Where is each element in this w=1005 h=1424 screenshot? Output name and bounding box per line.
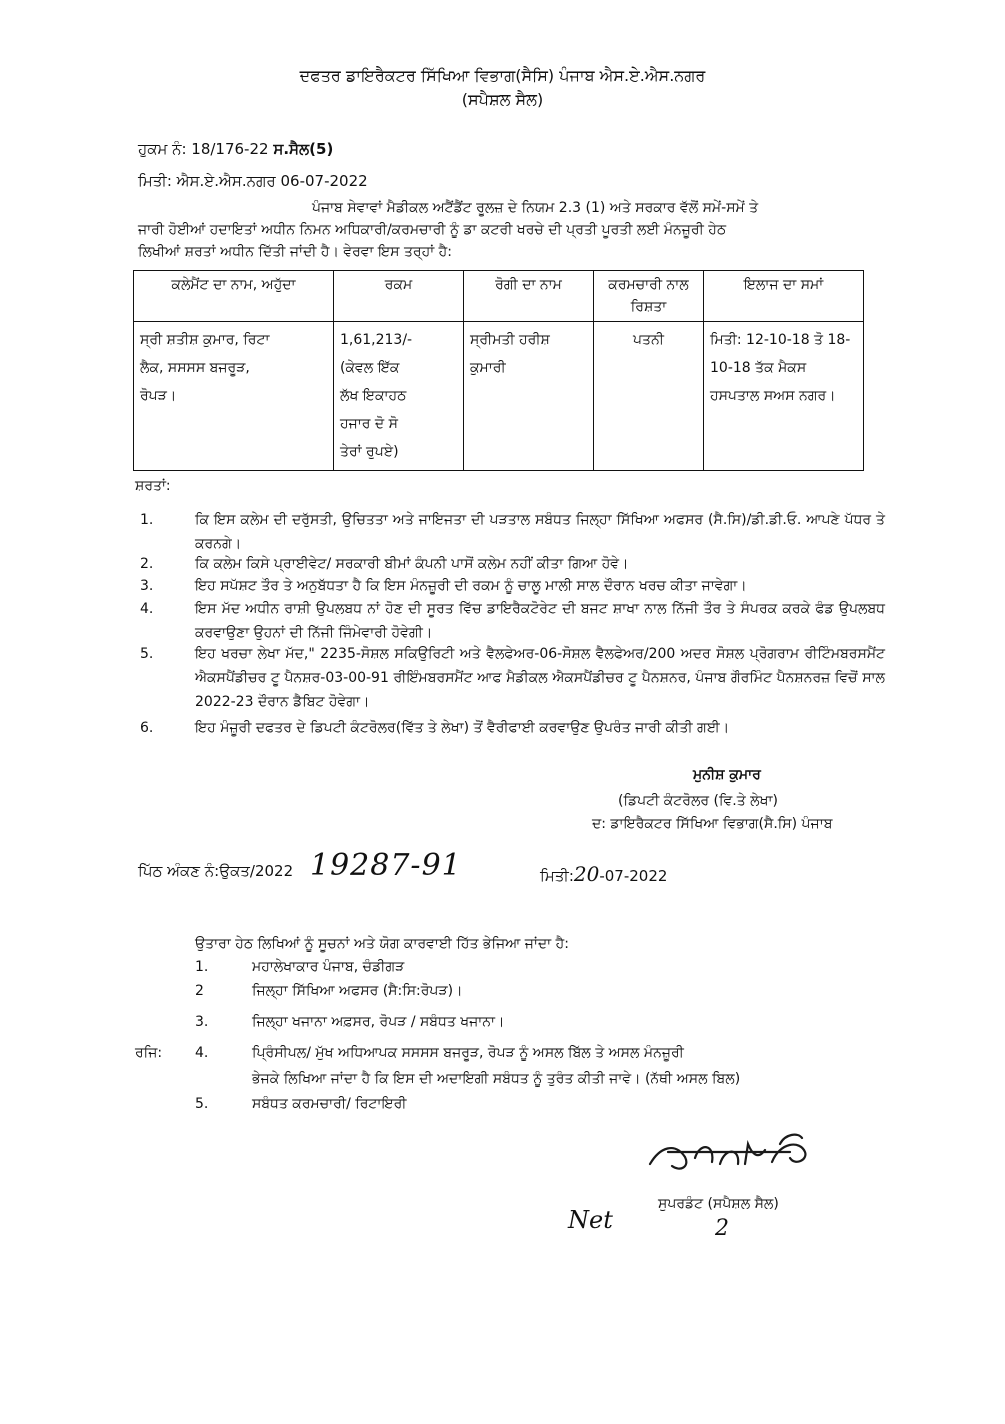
- copy-text: ਸਬੰਧਤ ਕਰਮਚਾਰੀ/ ਰਿਟਾਇਰੀ: [252, 1096, 407, 1112]
- office-header: ਦਫਤਰ ਡਾਇਰੈਕਟਰ ਸਿੱਖਿਆ ਵਿਭਾਗ(ਸੈਸਿ) ਪੰਜਾਬ ਐਸ.ਏ.ਐਸ.ਨਗਰ: [299, 66, 706, 85]
- period-line: ਹਸਪਤਾਲ ਸਅਸ ਨਗਰ।: [710, 388, 836, 404]
- endorsement-date: [540, 862, 667, 886]
- header-claimant: ਕਲੇਮੈਂਟ ਦਾ ਨਾਮ, ਅਹੁੱਦਾ: [134, 271, 334, 322]
- copy-text: ਮਹਾਲੇਖਾਕਾਰ ਪੰਜਾਬ, ਚੰਡੀਗੜ: [252, 959, 405, 975]
- condition-number: 2.: [140, 556, 154, 572]
- copy-number: 3.: [195, 1014, 209, 1030]
- copy-number: 4.: [195, 1045, 209, 1061]
- condition-number: 1.: [140, 512, 154, 528]
- cell-claimant: [134, 322, 334, 471]
- list-item: [140, 574, 885, 598]
- cell-period: [704, 322, 864, 471]
- header-amount: ਰਕਮ: [334, 271, 464, 322]
- condition-number: 4.: [140, 601, 154, 617]
- condition-text: ਇਹ ਖਰਚਾ ਲੇਖਾ ਮੱਦ," 2235-ਸੋਸ਼ਲ ਸਕਿਉਰਿਟੀ ਅਤੇ ਵੈਲਫੇਅਰ-06-ਸੋਸ਼ਲ ਵੈਲਫੇਅਰ/200 ਅਦਰ ਸੋਸ਼ਲ ਪ੍ਰੋਗਰਾਮ ਰੀਟਿੰਮਬਰਸਮੈਂਟ ਐਕਸਪੈਂਡੀਚਰ ਟੂ ਪੈਨਸ਼ਰ-03-00-91 ਰੀਇੰਮਬਰਸਮੈਂਟ ਆਫ ਮੈਡੀਕਲ ਐਕਸਪੈਂਡੀਚਰ ਟੂ ਪੈਨਸ਼ਨਰ, ਪੰਜਾਬ ਗੌਰਮਿੰਟ ਪੈਨਸ਼ਨਰਜ਼ ਵਿਚੋਂ ਸਾਲ 2022-23 ਦੌਰਾਨ ਡੈਬਿਟ ਹੋਵੇਗਾ।: [195, 646, 885, 710]
- list-item: [140, 597, 885, 645]
- list-item: [140, 552, 885, 576]
- copy-number: 1.: [195, 959, 209, 975]
- signatory-office: ਦ: ਡਾਇਰੈਕਟਰ ਸਿੱਖਿਆ ਵਿਭਾਗ(ਸੈ.ਸਿ) ਪੰਜਾਬ: [592, 816, 833, 832]
- table-row: [134, 322, 864, 471]
- registered-label: ਰਜਿ:: [135, 1045, 163, 1061]
- period-line: 10-18 ਤੱਕ ਮੈਕਸ: [710, 360, 807, 376]
- amount-line: ਤੇਰਾਂ ਰੁਪਏ): [340, 444, 399, 460]
- cell-patient: [464, 322, 594, 471]
- condition-number: 3.: [140, 578, 154, 594]
- superintendent-signature: [640, 1122, 820, 1182]
- table-header-row: [134, 271, 864, 322]
- endorsement-label: ਪਿੱਠ ਅੰਕਣ ਨੰ:ਉਕਤ/2022: [138, 862, 294, 880]
- intro-line-1: ਪੰਜਾਬ ਸੇਵਾਵਾਂ ਮੈਡੀਕਲ ਅਟੈਂਡੈਂਟ ਰੂਲਜ਼ ਦੇ ਨਿਯਮ 2.3 (1) ਅਤੇ ਸਰਕਾਰ ਵੱਲੋਂ ਸਮੇਂ-ਸਮੇਂ ਤੇ: [312, 200, 759, 216]
- list-item: [140, 508, 885, 556]
- copy-text: ਜਿਲ੍ਹਾ ਸਿੱਖਿਆ ਅਫਸਰ (ਸੈ:ਸਿ:ਰੋਪੜ)।: [252, 983, 463, 999]
- list-item: [195, 1011, 208, 1033]
- cell-amount: [334, 322, 464, 471]
- order-number-suffix: ਸ.ਸੈਲ(5): [273, 140, 334, 158]
- condition-text: ਇਹ ਮੰਜ਼ੂਰੀ ਦਫਤਰ ਦੇ ਡਿਪਟੀ ਕੰਟਰੋਲਰ(ਵਿੱਤ ਤੇ ਲੇਖਾ) ਤੋਂ ਵੈਰੀਫਾਈ ਕਰਵਾਉਣ ਉਪਰੰਤ ਜਾਰੀ ਕੀਤੀ ਗਈ।: [195, 720, 730, 736]
- intro-line-2: ਜਾਰੀ ਹੋਈਆਂ ਹਦਾਇਤਾਂ ਅਧੀਨ ਨਿਮਨ ਅਧਿਕਾਰੀ/ਕਰਮਚਾਰੀ ਨੂੰ ਡਾ ਕਟਰੀ ਖਰਚੇ ਦੀ ਪ੍ਰਤੀ ਪੂਰਤੀ ਲਈ ਮੰਨਜ਼ੂਰੀ ਹੇਠ: [138, 222, 727, 238]
- list-item: [195, 980, 204, 1002]
- amount-line: 1,61,213/-: [340, 332, 413, 348]
- condition-text: ਕਿ ਇਸ ਕਲੇਮ ਦੀ ਦਰੁੱਸਤੀ, ਉਚਿਤਤਾ ਅਤੇ ਜਾਇਜਤਾ ਦੀ ਪੜਤਾਲ ਸਬੰਧਤ ਜਿਲ੍ਹਾ ਸਿੱਖਿਆ ਅਫਸਰ (ਸੈ.ਸਿ)/ਡੀ.ਡੀ.ਓ. ਆਪਣੇ ਪੱਧਰ ਤੇ ਕਰਨਗੇ।: [195, 512, 885, 552]
- handwritten-note: Net: [568, 1206, 613, 1234]
- condition-number: 6.: [140, 720, 154, 736]
- claimant-line: ਰੋਪੜ।: [140, 388, 177, 404]
- copy-text: ਜਿਲ੍ਹਾ ਖਜਾਨਾ ਅਫ਼ਸਰ, ਰੋਪੜ / ਸਬੰਧਤ ਖਜਾਨਾ।: [252, 1014, 505, 1030]
- condition-text: ਕਿ ਕਲੇਮ ਕਿਸੇ ਪ੍ਰਾਈਵੇਟ/ ਸਰਕਾਰੀ ਬੀਮਾਂ ਕੰਪਨੀ ਪਾਸੋਂ ਕਲੇਮ ਨਹੀਂ ਕੀਤਾ ਗਿਆ ਹੋਵੇ।: [195, 556, 629, 572]
- signatory-designation: (ਡਿਪਟੀ ਕੰਟਰੋਲਰ (ਵਿ.ਤੇ ਲੇਖਾ): [618, 793, 778, 809]
- copy-intro: ਉਤਾਰਾ ਹੇਠ ਲਿਖਿਆਂ ਨੂੰ ਸੂਚਨਾਂ ਅਤੇ ਯੋਗ ਕਾਰਵਾਈ ਹਿੱਤ ਭੇਜਿਆ ਜਾਂਦਾ ਹੈ:: [195, 936, 569, 952]
- copy-text-continued: ਭੇਜਕੇ ਲਿਖਿਆ ਜਾਂਦਾ ਹੈ ਕਿ ਇਸ ਦੀ ਅਦਾਇਗੀ ਸਬੰਧਤ ਨੂੰ ਤੁਰੰਤ ਕੀਤੀ ਜਾਵੇ। (ਨੱਥੀ ਅਸਲ ਬਿਲ): [252, 1071, 741, 1087]
- condition-text: ਇਹ ਸਪੱਸ਼ਟ ਤੌਰ ਤੇ ਅਨੁਬੱਧਤਾ ਹੈ ਕਿ ਇਸ ਮੰਨਜ਼ੂਰੀ ਦੀ ਰਕਮ ਨੂੰ ਚਾਲੂ ਮਾਲੀ ਸਾਲ ਦੌਰਾਨ ਖਰਚ ਕੀਤਾ ਜਾਵੇਗਾ।: [195, 578, 747, 594]
- conditions-label: ਸ਼ਰਤਾਂ:: [135, 478, 171, 494]
- condition-number: 5.: [140, 646, 154, 662]
- header-relation: ਕਰਮਚਾਰੀ ਨਾਲ ਰਿਸ਼ਤਾ: [594, 271, 704, 322]
- amount-line: ਲੱਖ ਇਕਾਹਠ: [340, 388, 407, 404]
- patient-line: ਸ੍ਰੀਮਤੀ ਹਰੀਸ਼: [470, 332, 550, 348]
- amount-line: (ਕੇਵਲ ਇੱਕ: [340, 360, 400, 376]
- period-line: ਮਿਤੀ: 12-10-18 ਤੋ 18-: [710, 332, 851, 348]
- order-date: ਮਿਤੀ: ਐਸ.ਏ.ਐਸ.ਨਗਰ 06-07-2022: [138, 172, 368, 190]
- amount-line: ਹਜਾਰ ਦੋ ਸੋ: [340, 416, 398, 432]
- list-item: [140, 716, 885, 740]
- order-number-label: ਹੁਕਮ ਨੰ: 18/176-22: [138, 140, 269, 158]
- list-item: [195, 956, 208, 978]
- list-item: [195, 1042, 208, 1064]
- list-item: [195, 1093, 208, 1115]
- condition-text: ਇਸ ਮੱਦ ਅਧੀਨ ਰਾਸ਼ੀ ਉਪਲਬਧ ਨਾਂ ਹੋਣ ਦੀ ਸੂਰਤ ਵਿੱਚ ਡਾਇਰੈਕਟੋਰੇਟ ਦੀ ਬਜਟ ਸ਼ਾਖਾ ਨਾਲ ਨਿੱਜੀ ਤੌਰ ਤੇ ਸੰਪਰਕ ਕਰਕੇ ਫੰਡ ਉਪਲਬਧ ਕਰਵਾਉਣਾ ਉਹਨਾਂ ਦੀ ਨਿੱਜੀ ਜਿੰਮੇਵਾਰੀ ਹੋਵੇਗੀ।: [195, 601, 885, 641]
- office-subheader: (ਸਪੈਸ਼ਲ ਸੈਲ): [461, 90, 544, 109]
- superintendent-designation: ਸੁਪਰਡੰਟ (ਸਪੈਸ਼ਲ ਸੈਲ): [658, 1196, 779, 1212]
- order-number: [138, 140, 333, 158]
- claimant-line: ਲੈਕ, ਸਸਸਸ ਬਜਰੂੜ,: [140, 360, 250, 376]
- intro-line-3: ਲਿਖੀਆਂ ਸ਼ਰਤਾਂ ਅਧੀਨ ਦਿੱਤੀ ਜਾਂਦੀ ਹੈ। ਵੇਰਵਾ ਇਸ ਤਰ੍ਹਾਂ ਹੈ:: [138, 244, 452, 260]
- header-period: ਇਲਾਜ ਦਾ ਸਮਾਂ: [704, 271, 864, 322]
- patient-line: ਕੁਮਾਰੀ: [470, 360, 506, 376]
- endorsement-date-label: ਮਿਤੀ:: [540, 867, 574, 885]
- list-item: [140, 642, 885, 714]
- endorsement-date-handwritten: 20: [573, 862, 600, 886]
- endorsement-number-handwritten: 19287-91: [310, 848, 462, 883]
- cell-relation: ਪਤਨੀ: [594, 322, 704, 471]
- copy-number: 2: [195, 983, 204, 999]
- endorsement-date-rest: -07-2022: [599, 867, 668, 885]
- claim-table: [133, 270, 864, 471]
- claimant-line: ਸ੍ਰੀ ਸ਼ਤੀਸ਼ ਕੁਮਾਰ, ਰਿਟਾ: [140, 332, 270, 348]
- header-patient: ਰੋਗੀ ਦਾ ਨਾਮ: [464, 271, 594, 322]
- signatory-name: ਮੁਨੀਸ਼ ਕੁਮਾਰ: [693, 767, 761, 783]
- copy-number: 5.: [195, 1096, 209, 1112]
- handwritten-mark: 2: [715, 1216, 729, 1241]
- copy-text: ਪ੍ਰਿੰਸੀਪਲ/ ਮੁੱਖ ਅਧਿਆਪਕ ਸਸਸਸ ਬਜਰੂੜ, ਰੋਪੜ ਨੂੰ ਅਸਲ ਬਿੱਲ ਤੇ ਅਸਲ ਮੰਨਜ਼ੂਰੀ: [252, 1045, 684, 1061]
